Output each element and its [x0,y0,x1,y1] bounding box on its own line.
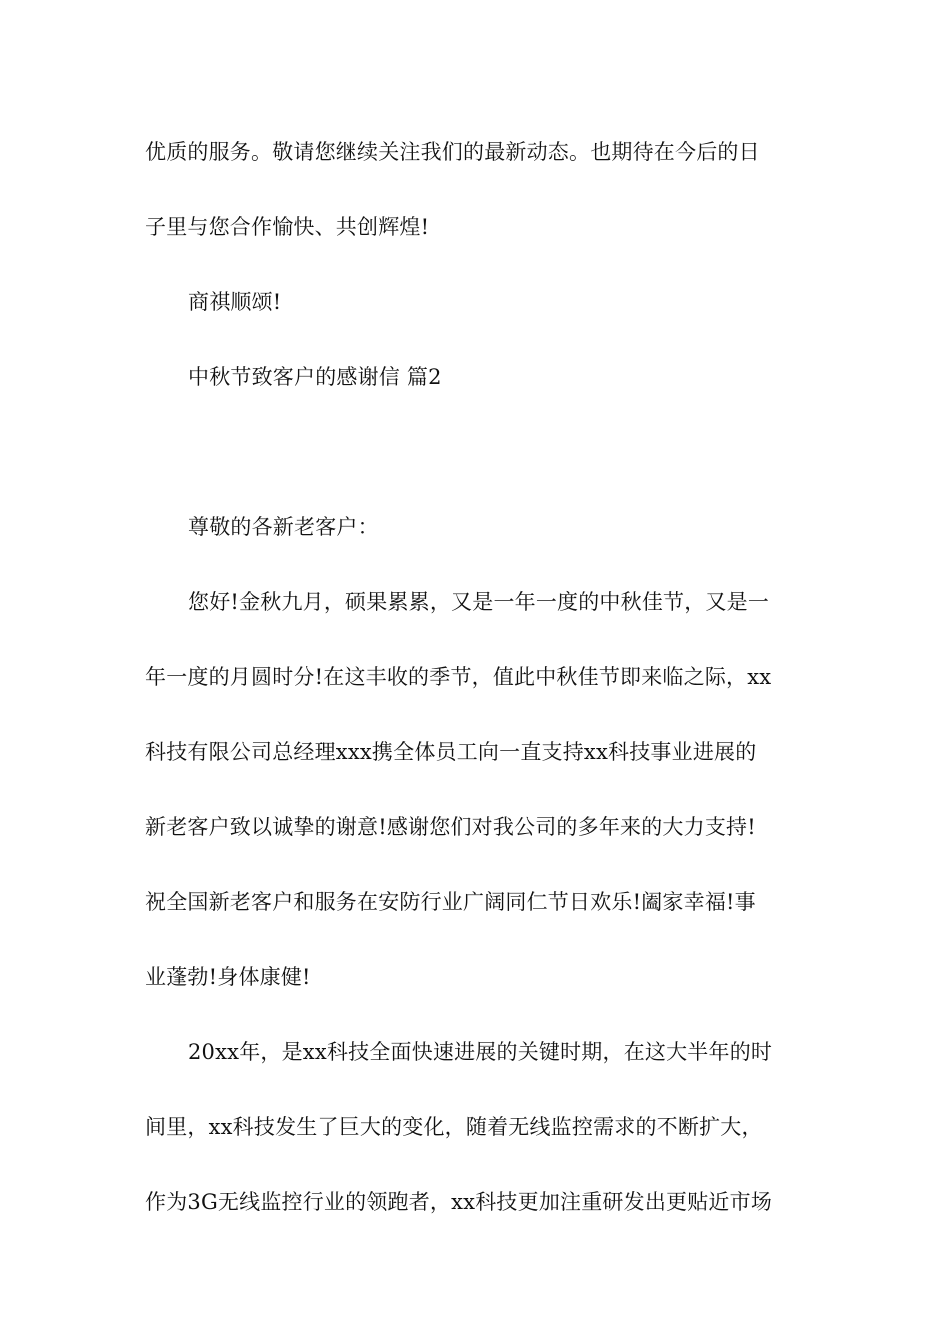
paragraph-line: 子里与您合作愉快、共创辉煌! [145,215,430,239]
paragraph-line: 年一度的月圆时分!在这丰收的季节，值此中秋佳节即来临之际，xx [145,665,772,689]
paragraph-line: 科技有限公司总经理xxx携全体员工向一直支持xx科技事业进展的 [145,740,757,764]
greeting-line: 尊敬的各新老客户： [188,515,379,539]
paragraph-line: 优质的服务。敬请您继续关注我们的最新动态。也期待在今后的日 [145,140,760,164]
paragraph-line: 20xx年，是xx科技全面快速进展的关键时期，在这大半年的时 [188,1040,773,1064]
paragraph-line: 间里，xx科技发生了巨大的变化，随着无线监控需求的不断扩大， [145,1115,763,1139]
paragraph-line: 新老客户致以诚挚的谢意!感谢您们对我公司的多年来的大力支持! [145,815,756,839]
paragraph-line: 作为3G无线监控行业的领跑者，xx科技更加注重研发出更贴近市场 [145,1190,773,1214]
paragraph-line: 业蓬勃!身体康健! [145,965,311,989]
closing-salutation: 商祺顺颂! [188,290,282,314]
paragraph-line: 您好!金秋九月，硕果累累，又是一年一度的中秋佳节，又是一 [188,590,770,614]
paragraph-line: 祝全国新老客户和服务在安防行业广阔同仁节日欢乐!阖家幸福!事 [145,890,756,914]
section-title: 中秋节致客户的感谢信 篇2 [188,365,442,389]
